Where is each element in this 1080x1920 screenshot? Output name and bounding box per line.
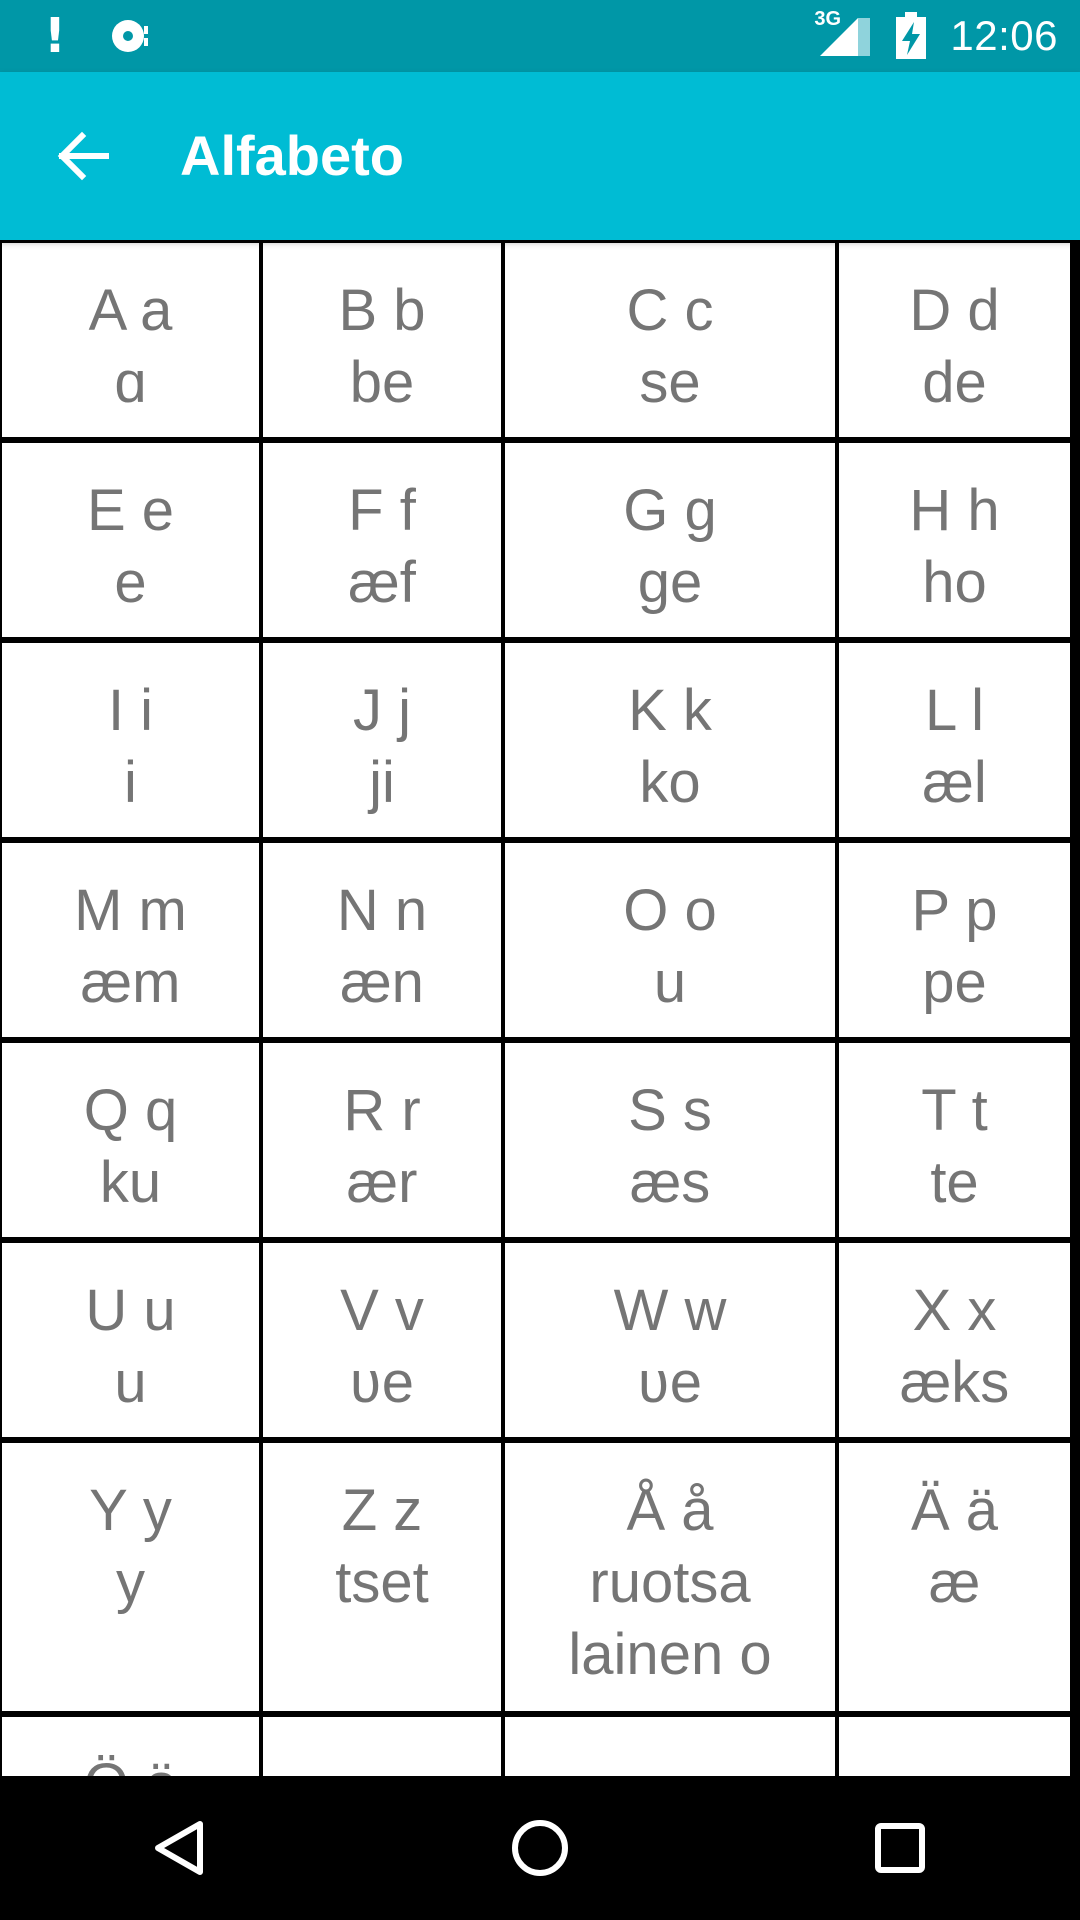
status-bar (0, 0, 1080, 72)
letter-cell[interactable] (505, 643, 835, 837)
letter: Q q (83, 1078, 178, 1143)
square-recents-icon (868, 1816, 932, 1880)
nav-back-button[interactable] (120, 1788, 240, 1908)
letter-cell[interactable] (505, 1443, 835, 1711)
pronunciation: ruotsa lainen o (568, 1550, 772, 1687)
battery-charging-icon (894, 12, 928, 60)
alert-notification-icon: ! (44, 8, 66, 64)
notification-icons (44, 10, 156, 62)
pronunciation: ku (99, 1150, 162, 1215)
letter-cell[interactable] (839, 243, 1070, 437)
letter: S s (628, 1078, 712, 1143)
letter: Å å (626, 1478, 714, 1543)
pronunciation: ʋe (350, 1350, 414, 1415)
pronunciation: æs (629, 1150, 711, 1215)
letter-cell[interactable] (2, 643, 259, 837)
letter: K k (628, 678, 712, 743)
letter: G g (623, 478, 717, 543)
letter-cell[interactable] (263, 1043, 501, 1237)
letter-cell[interactable] (839, 1043, 1070, 1237)
letter-cell[interactable] (2, 1443, 259, 1711)
letter-cell[interactable] (505, 1043, 835, 1237)
letter-cell[interactable] (263, 643, 501, 837)
letter: A a (88, 278, 173, 343)
grid-row (0, 640, 1080, 840)
alphabet-grid-container[interactable] (0, 240, 1080, 1776)
letter-cell[interactable] (2, 1243, 259, 1437)
letter: X x (912, 1278, 997, 1343)
pronunciation: ji (369, 750, 395, 815)
pronunciation: be (349, 350, 415, 415)
clock: 12:06 (950, 12, 1058, 59)
letter-cell[interactable] (505, 1243, 835, 1437)
triangle-back-icon (148, 1816, 212, 1880)
letter: I i (107, 678, 154, 743)
pronunciation: pe (922, 950, 987, 1015)
letter-cell[interactable] (839, 1443, 1070, 1711)
pronunciation: ge (637, 550, 703, 615)
disc-notification-icon (108, 12, 156, 60)
pronunciation: æn (340, 950, 424, 1015)
letter-cell[interactable] (839, 443, 1070, 637)
signal-icon (814, 8, 872, 58)
circle-home-icon (508, 1816, 572, 1880)
letter: R r (343, 1078, 421, 1143)
pronunciation: tset (335, 1550, 429, 1615)
letter: D d (909, 278, 1000, 343)
grid-row (0, 840, 1080, 1040)
letter: U u (85, 1278, 176, 1343)
pronunciation: æks (899, 1350, 1010, 1415)
letter: Z z (341, 1478, 423, 1543)
grid-row (0, 240, 1080, 440)
letter: Y y (89, 1478, 172, 1543)
network-type: 3G (814, 8, 842, 30)
alphabet-grid (0, 240, 1080, 1914)
pronunciation: æm (80, 950, 181, 1015)
letter: O o (623, 878, 717, 943)
app-bar (0, 72, 1080, 240)
pronunciation: æf (348, 550, 416, 615)
letter-cell[interactable] (2, 1043, 259, 1237)
back-button[interactable] (44, 116, 124, 196)
pronunciation: ɑ (114, 350, 147, 415)
pronunciation: æ (928, 1550, 981, 1615)
pronunciation: te (930, 1150, 979, 1215)
letter: L l (924, 678, 985, 743)
letter: E e (86, 478, 175, 543)
pronunciation: de (922, 350, 987, 415)
pronunciation: æl (922, 750, 987, 815)
letter: C c (626, 278, 714, 343)
letter-cell[interactable] (2, 243, 259, 437)
pronunciation: ʋe (638, 1350, 702, 1415)
nav-home-button[interactable] (480, 1788, 600, 1908)
letter: N n (336, 878, 428, 943)
letter-cell[interactable] (505, 843, 835, 1037)
letter: H h (909, 478, 1000, 543)
letter-cell[interactable] (2, 843, 259, 1037)
pronunciation: e (114, 550, 147, 615)
letter-cell[interactable] (263, 243, 501, 437)
pronunciation: i (124, 750, 137, 815)
grid-row (0, 1240, 1080, 1440)
letter-cell[interactable] (263, 1243, 501, 1437)
letter: V v (340, 1278, 424, 1343)
letter-cell[interactable] (839, 843, 1070, 1037)
letter-cell[interactable] (263, 443, 501, 637)
letter-cell[interactable] (2, 443, 259, 637)
pronunciation: se (639, 350, 701, 415)
letter: M m (74, 878, 187, 943)
grid-row (0, 440, 1080, 640)
letter: T t (921, 1078, 988, 1143)
pronunciation: ko (639, 750, 701, 815)
arrow-left-icon (56, 128, 112, 184)
pronunciation: y (116, 1550, 145, 1615)
pronunciation: ær (346, 1150, 418, 1215)
letter-cell[interactable] (505, 243, 835, 437)
letter-cell[interactable] (839, 643, 1070, 837)
pronunciation: u (653, 950, 687, 1015)
page-title: Alfabeto (180, 124, 404, 187)
letter-cell[interactable] (505, 443, 835, 637)
letter: B b (338, 278, 426, 343)
letter-cell[interactable] (839, 1243, 1070, 1437)
letter: P p (911, 878, 998, 943)
navigation-bar (0, 1776, 1080, 1920)
pronunciation: ho (922, 550, 987, 615)
letter: W w (613, 1278, 727, 1343)
pronunciation: u (114, 1350, 147, 1415)
letter: J j (353, 678, 411, 743)
letter-cell[interactable] (263, 1443, 501, 1711)
grid-row (0, 1040, 1080, 1240)
status-icons (816, 0, 1058, 72)
nav-recents-button[interactable] (840, 1788, 960, 1908)
letter-cell[interactable] (263, 843, 501, 1037)
grid-row (0, 1440, 1080, 1714)
letter: Ä ä (910, 1478, 999, 1543)
letter: F f (348, 478, 416, 543)
